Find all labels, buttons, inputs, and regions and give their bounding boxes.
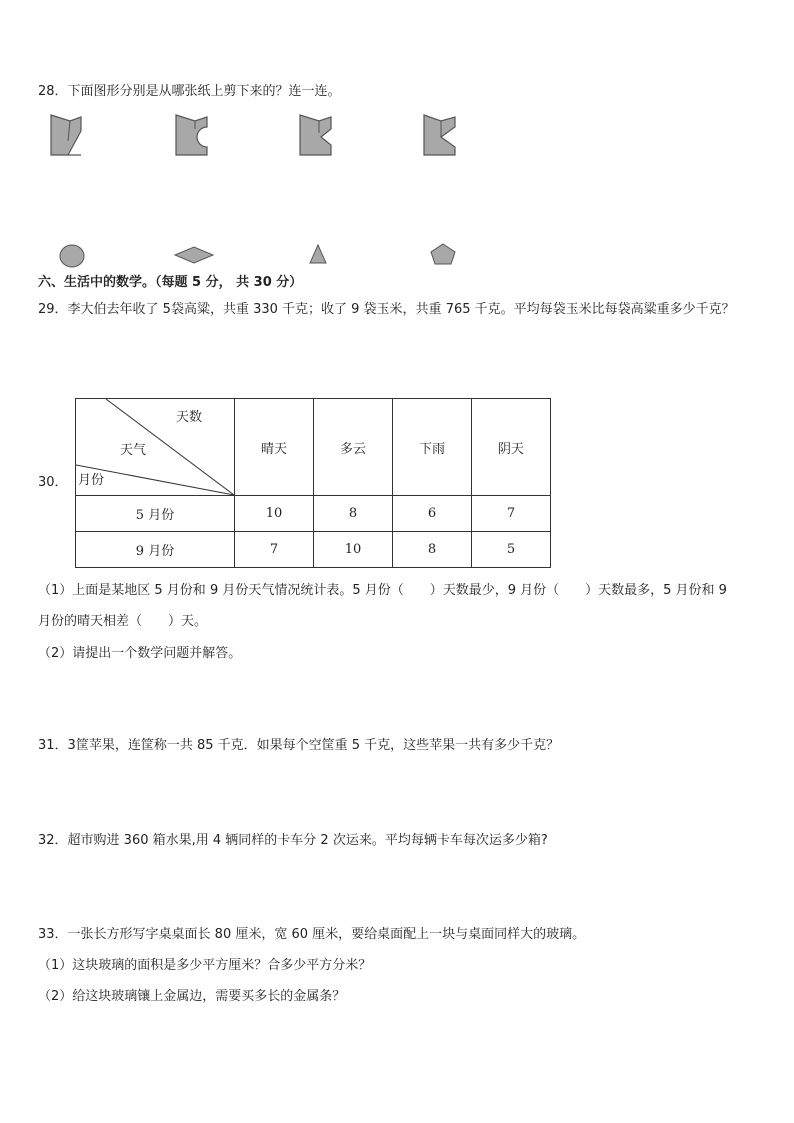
table-cell: 10 (314, 532, 393, 568)
table-cell: 7 (235, 532, 314, 568)
weather-stats-table (75, 398, 551, 568)
question-28-text: 28．下面图形分别是从哪张纸上剪下来的？连一连。 (38, 84, 341, 99)
question-30-part2: （2）请提出一个数学问题并解答。 (38, 646, 242, 661)
table-cell: 5 (472, 532, 551, 568)
question-33-text: 33．一张长方形写字桌桌面长 80 厘米，宽 60 厘米，要给桌面配上一块与桌面同样大的玻璃。 (38, 927, 586, 942)
folded-paper-icon (173, 111, 211, 157)
column-header: 阴天 (472, 399, 551, 496)
table-cell: 6 (393, 496, 472, 532)
table-row (76, 532, 551, 568)
table-row (76, 496, 551, 532)
table-header-row (76, 399, 551, 496)
question-30-part1-line2: 月份的晴天相差（ ）天。 (38, 614, 208, 629)
section-6-title: 六、生活中的数学。（每题 5 分， 共 30 分） (38, 275, 303, 290)
pentagon-icon (430, 243, 456, 265)
rhombus-icon (173, 246, 215, 264)
triangle-icon (309, 244, 327, 264)
folded-paper-icon (48, 111, 84, 157)
table-cell: 8 (393, 532, 472, 568)
question-32-text: 32．超市购进 360 箱水果,用 4 辆同样的卡车分 2 次运来。平均每辆卡车每次运多少箱? (38, 833, 548, 848)
folded-paper-icon (421, 111, 459, 157)
question-29-text: 29．李大伯去年收了 5袋高粱，共重 330 千克；收了 9 袋玉米，共重 765 千克。平均每袋玉米比每袋高粱重多少千克？ (38, 302, 735, 317)
column-header: 下雨 (393, 399, 472, 496)
header-month-label: 月份 (78, 473, 105, 488)
column-header: 晴天 (235, 399, 314, 496)
question-31-text: 31．3筐苹果，连筐称一共 85 千克．如果每个空筐重 5 千克，这些苹果一共有多少千克？ (38, 738, 560, 753)
column-header: 多云 (314, 399, 393, 496)
diagonal-header-cell (76, 399, 235, 496)
question-33-part2: （2）给这块玻璃镶上金属边，需要买多长的金属条？ (38, 989, 346, 1004)
table-cell: 7 (472, 496, 551, 532)
table-cell: 8 (314, 496, 393, 532)
header-weather-label: 天气 (120, 443, 147, 458)
folded-paper-icon (297, 111, 335, 157)
row-month-cell: 9 月份 (76, 532, 235, 568)
table-cell: 10 (235, 496, 314, 532)
question-30-number: 30． (38, 475, 68, 490)
header-days-label: 天数 (176, 410, 203, 425)
question-30-part1-line1: （1）上面是某地区 5 月份和 9 月份天气情况统计表。5 月份（ ）天数最少，9 月份（ ）天数最多，5 月份和 9 (38, 583, 727, 598)
question-33-part1: （1）这块玻璃的面积是多少平方厘米？合多少平方分米？ (38, 958, 372, 973)
circle-icon (58, 243, 86, 269)
row-month-cell: 5 月份 (76, 496, 235, 532)
